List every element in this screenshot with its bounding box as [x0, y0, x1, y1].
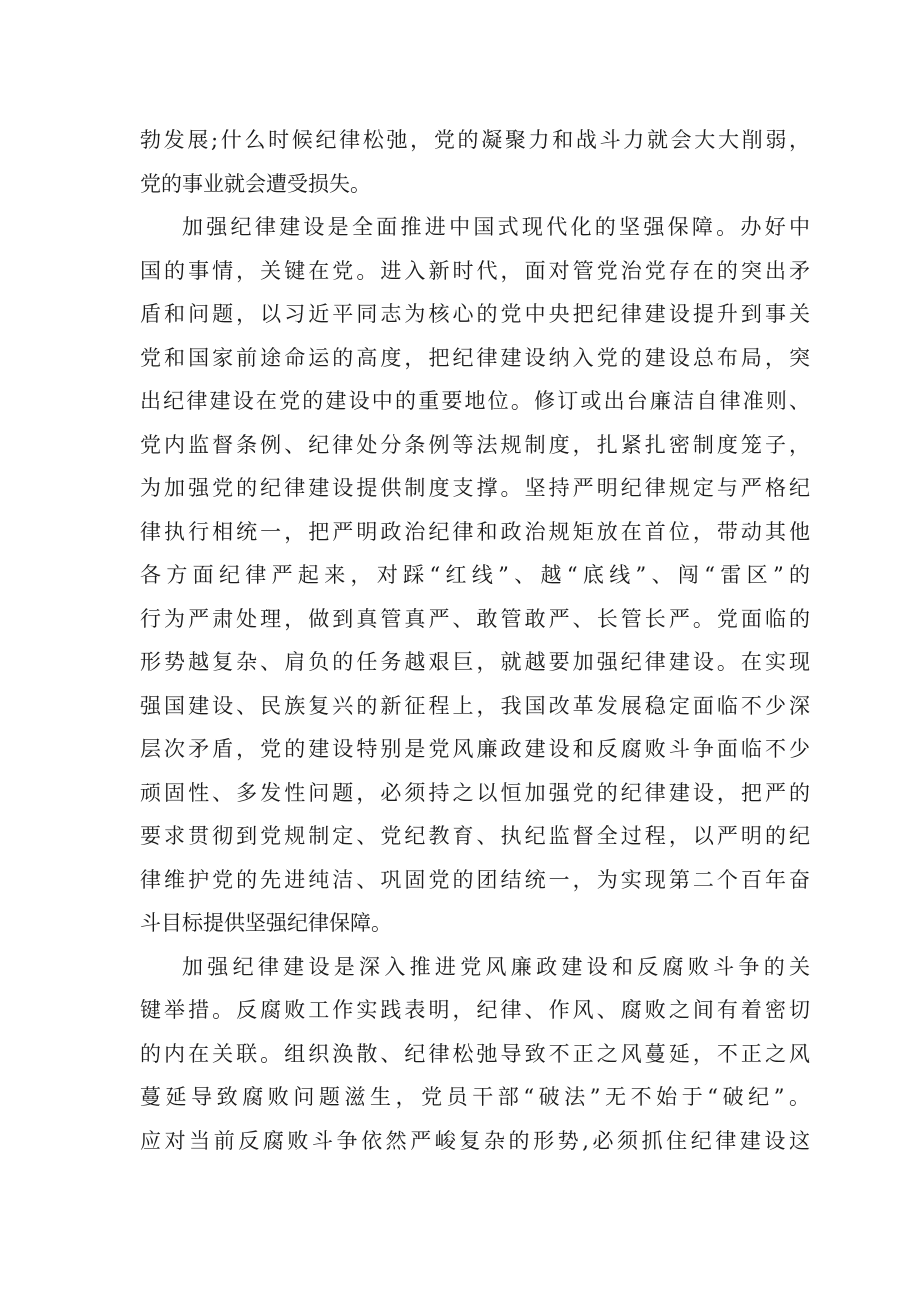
text-line: 形势越复杂、肩负的任务越艰巨，就越要加强纪律建设。在实现 — [140, 650, 810, 674]
text-line: 要求贯彻到党规制定、党纪教育、执纪监督全过程，以严明的纪 — [140, 824, 810, 848]
text-line: 加强纪律建设是深入推进党风廉政建设和反腐败斗争的关 — [182, 954, 810, 979]
text-line: 行为严肃处理，做到真管真严、敢管敢严、长管长严。党面临的 — [140, 606, 810, 631]
text-line: 各方面纪律严起来，对踩“红线”、越“底线”、闯“雷区”的 — [140, 563, 810, 587]
text-line: 蔓延导致腐败问题滋生，党员干部“破法”无不始于“破纪”。 — [140, 1085, 810, 1109]
text-line: 顽固性、多发性问题，必须持之以恒加强党的纪律建设，把严的 — [140, 780, 810, 805]
text-line: 加强纪律建设是全面推进中国式现代化的坚强保障。办好中 — [182, 215, 810, 239]
text-line: 盾和问题，以习近平同志为核心的党中央把纪律建设提升到事关 — [140, 302, 810, 326]
text-line: 斗目标提供坚强纪律保障。 — [140, 911, 392, 935]
text-line: 强国建设、民族复兴的新征程上，我国改革发展稳定面临不少深 — [140, 693, 810, 718]
text-line: 勃发展;什么时候纪律松弛，党的凝聚力和战斗力就会大大削弱， — [140, 128, 810, 152]
body-text — [140, 119, 810, 1163]
text-line: 党和国家前途命运的高度，把纪律建设纳入党的建设总布局，突 — [140, 345, 810, 370]
text-line: 党内监督条例、纪律处分条例等法规制度，扎紧扎密制度笼子， — [140, 432, 810, 457]
text-line: 律维护党的先进纯洁、巩固党的团结统一，为实现第二个百年奋 — [140, 867, 810, 892]
text-line: 律执行相统一，把严明政治纪律和政治规矩放在首位，带动其他 — [140, 519, 810, 544]
text-line: 层次矛盾，党的建设特别是党风廉政建设和反腐败斗争面临不少 — [140, 737, 810, 761]
text-line: 国的事情，关键在党。进入新时代，面对管党治党存在的突出矛 — [140, 258, 810, 283]
text-line: 出纪律建设在党的建设中的重要地位。修订或出台廉洁自律准则、 — [140, 389, 810, 413]
text-line: 应对当前反腐败斗争依然严峻复杂的形势,必须抓住纪律建设这 — [140, 1128, 810, 1153]
text-line: 键举措。反腐败工作实践表明，纪律、作风、腐败之间有着密切 — [140, 998, 810, 1022]
text-line: 党的事业就会遭受损失。 — [140, 171, 371, 196]
text-line: 为加强党的纪律建设提供制度支撑。坚持严明纪律规定与严格纪 — [140, 476, 810, 500]
text-line: 的内在关联。组织涣散、纪律松弛导致不正之风蔓延，不正之风 — [140, 1041, 810, 1066]
